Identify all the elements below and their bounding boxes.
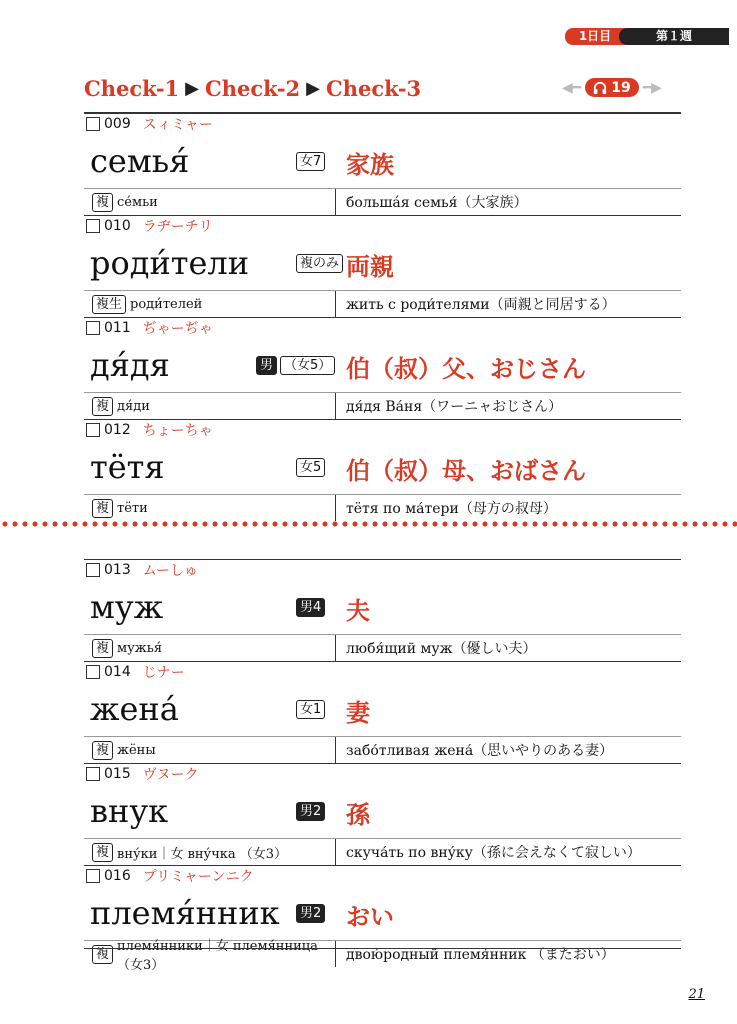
gender-tag: 女5 xyxy=(296,458,325,477)
entry-header xyxy=(84,560,681,580)
section-divider xyxy=(0,520,737,528)
form-tag: 複 xyxy=(92,945,113,964)
entry-header xyxy=(84,114,681,134)
entry-number: 009 xyxy=(104,116,131,132)
russian-word: тётя xyxy=(90,448,165,486)
audio-track-number: 19 xyxy=(611,79,631,96)
week-label: 第１週 xyxy=(619,28,729,45)
entry-details xyxy=(84,188,681,215)
entry-number: 015 xyxy=(104,766,131,782)
entry-header xyxy=(84,420,681,440)
russian-word: внук xyxy=(90,792,169,830)
day-label: 1日目 xyxy=(565,28,625,45)
vocab-entry xyxy=(84,419,681,521)
japanese-meaning: おい xyxy=(346,903,394,931)
checkbox[interactable] xyxy=(86,767,100,781)
japanese-meaning: 伯（叔）母、おばさん xyxy=(346,457,586,485)
form-text: мужья́ xyxy=(117,640,163,656)
japanese-meaning: 両親 xyxy=(346,253,394,281)
form-tag: 複 xyxy=(92,397,113,416)
pronunciation: ラヂーチリ xyxy=(142,219,213,235)
example-phrase: двою́родный племя́нник （またおい） xyxy=(346,947,615,963)
checkbox[interactable] xyxy=(86,219,100,233)
entry-number: 014 xyxy=(104,664,131,680)
form-text: жёны xyxy=(117,742,156,758)
russian-word: семья́ xyxy=(90,142,190,180)
example-phrase: забо́тливая жена́（思いやりのある妻） xyxy=(346,743,614,759)
grammar-info xyxy=(296,458,325,477)
arrow-right-icon: ▶ xyxy=(185,78,199,99)
entry-details xyxy=(84,290,681,317)
example-phrase: большáя семья́（大家族） xyxy=(346,195,528,211)
entry-header xyxy=(84,866,681,886)
entry-number: 013 xyxy=(104,562,131,578)
pronunciation: じナー xyxy=(142,665,185,681)
vocab-entry xyxy=(84,317,681,419)
entry-details xyxy=(84,634,681,661)
grammar-info xyxy=(296,904,325,923)
form-text: вну́ки｜女 вну́чка （女3） xyxy=(117,846,288,862)
entry-header xyxy=(84,662,681,682)
gender-tag: 男4 xyxy=(296,598,325,617)
form-text: племя́нники｜女 племя́нница（女3） xyxy=(117,939,318,973)
checkbox[interactable] xyxy=(86,665,100,679)
audio-track-indicator xyxy=(562,78,662,97)
example-phrase: тётя по ма́тери（母方の叔母） xyxy=(346,501,557,517)
gender-tag: 男2 xyxy=(296,802,325,821)
grammar-info xyxy=(296,700,325,719)
example-phrase: дя́дя Ва́ня（ワーニャおじさん） xyxy=(346,399,563,415)
form-text: роди́телей xyxy=(130,296,203,312)
grammar-info xyxy=(296,598,325,617)
checkbox[interactable] xyxy=(86,117,100,131)
gender-tag: 複のみ xyxy=(296,254,343,273)
example-phrase: любя́щий муж（優しい夫） xyxy=(346,641,537,657)
russian-word: дя́дя xyxy=(90,346,170,384)
japanese-meaning: 家族 xyxy=(346,151,394,179)
check-3: Check-3 xyxy=(326,76,422,101)
vocab-entry xyxy=(84,865,681,973)
entry-number: 012 xyxy=(104,422,131,438)
vocab-list xyxy=(84,112,681,973)
form-tag: 複 xyxy=(92,499,113,518)
arrow-left-icon: ◀━ xyxy=(562,79,582,96)
checkbox[interactable] xyxy=(86,423,100,437)
entry-header xyxy=(84,764,681,784)
russian-word: жена́ xyxy=(90,690,179,728)
entry-number: 016 xyxy=(104,868,131,884)
checkbox[interactable] xyxy=(86,563,100,577)
example-phrase: жить с роди́телями（両親と同居する） xyxy=(346,297,616,313)
vocab-entry xyxy=(84,559,681,661)
entry-details xyxy=(84,736,681,763)
entry-details xyxy=(84,939,681,973)
check-2: Check-2 xyxy=(205,76,301,101)
entry-number: 011 xyxy=(104,320,131,336)
vocab-entry xyxy=(84,215,681,317)
arrow-right-icon: ▶ xyxy=(306,78,320,99)
gender-tag: 男 xyxy=(256,356,277,375)
vocab-entry xyxy=(84,112,681,215)
form-text: се́мьи xyxy=(117,194,158,210)
example-phrase: скуча́ть по вну́ку（孫に会えなくて寂しい） xyxy=(346,845,641,861)
pronunciation: スィミャー xyxy=(142,117,213,133)
vocab-entry xyxy=(84,763,681,865)
headphones-icon xyxy=(593,81,607,95)
audio-badge[interactable] xyxy=(585,78,638,97)
form-tag: 複 xyxy=(92,741,113,760)
pronunciation: ちょーちゃ xyxy=(142,423,213,439)
gender-tag: 女7 xyxy=(296,152,325,171)
form-text: дя́ди xyxy=(117,398,150,414)
japanese-meaning: 夫 xyxy=(346,597,370,625)
entry-details xyxy=(84,392,681,419)
form-tag: 複 xyxy=(92,639,113,658)
russian-word: муж xyxy=(90,588,164,626)
gender-tag: 女1 xyxy=(296,700,325,719)
form-tag: 複 xyxy=(92,843,113,862)
gender-tag: （女5） xyxy=(280,356,335,375)
japanese-meaning: 妻 xyxy=(346,699,370,727)
chapter-tab xyxy=(565,28,729,45)
form-tag: 複 xyxy=(92,193,113,212)
pronunciation: ぢゃーぢゃ xyxy=(142,321,213,337)
grammar-info xyxy=(296,152,325,171)
check-1: Check-1 xyxy=(84,76,180,101)
form-tag: 複生 xyxy=(92,295,126,314)
pronunciation: ヴヌーク xyxy=(142,767,199,783)
gender-tag: 男2 xyxy=(296,904,325,923)
checkbox[interactable] xyxy=(86,321,100,335)
russian-word: племя́нник xyxy=(90,894,280,932)
entry-header xyxy=(84,318,681,338)
entry-number: 010 xyxy=(104,218,131,234)
entry-header xyxy=(84,216,681,236)
grammar-info xyxy=(296,802,325,821)
grammar-info xyxy=(256,356,335,375)
russian-word: роди́тели xyxy=(90,244,250,282)
arrow-right-icon: ━▶ xyxy=(642,79,662,96)
form-text: тёти xyxy=(117,500,148,516)
pronunciation: プリミャーンニク xyxy=(142,869,254,885)
page-number: 21 xyxy=(688,987,705,1002)
entry-details xyxy=(84,838,681,865)
vocab-entry xyxy=(84,661,681,763)
entry-details xyxy=(84,494,681,521)
pronunciation: ムーしゅ xyxy=(142,563,199,579)
check-progress xyxy=(84,76,421,101)
checkbox[interactable] xyxy=(86,869,100,883)
grammar-info xyxy=(296,254,343,273)
bottom-rule xyxy=(84,948,681,949)
japanese-meaning: 伯（叔）父、おじさん xyxy=(346,355,586,383)
japanese-meaning: 孫 xyxy=(346,801,370,829)
